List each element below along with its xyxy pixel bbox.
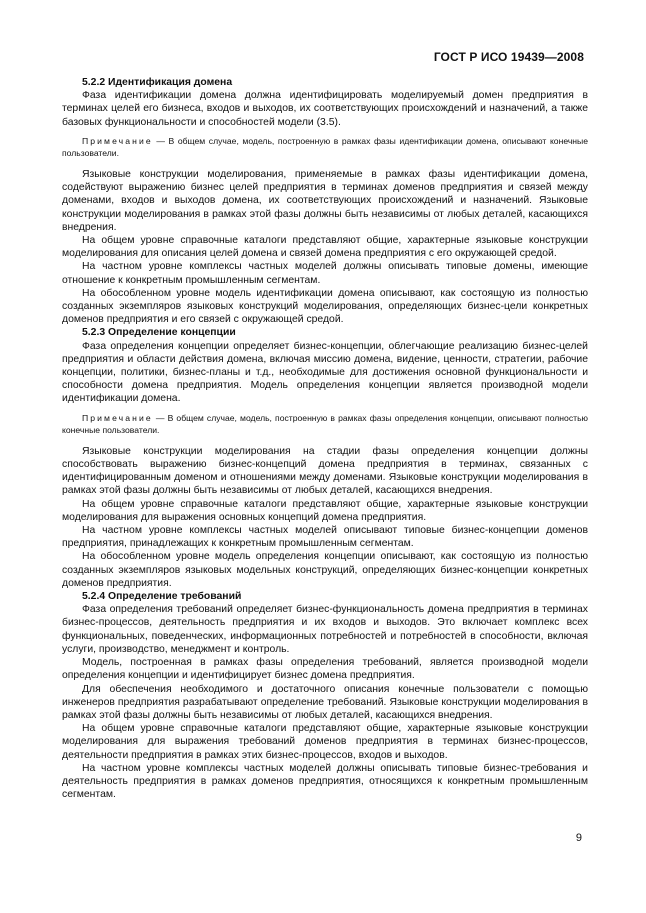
paragraph: Языковые конструкции моделирования, применяемые в рамках фазы идентификации домена, содействуют выражению бизнес целей предприятия в терминах доменов предприятия и связей между доменами, входов и выходов домена, их соответствующих происхождений и назначений. Языковые конструкции моделирования в рамках этой фазы должны быть независимы от любых деталей, касающихся внедрения. [62,169,588,233]
paragraph: На частном уровне комплексы частных моделей должны описывать типовые бизнес-требования и деятельность предприятия в рамках доменов предприятия, относящихся к конкретным промышленным сегментам. [62,762,588,801]
paragraph: Языковые конструкции моделирования на стадии фазы определения концепции должны способствовать выражению бизнес-концепций домена предприятия в терминах, связанных с идентифицированным доменом и отношениями между доменами. Языковые конструкции моделирования в рамках этой фазы должны быть независимы от любых деталей, касающихся внедрения. [62,445,588,497]
paragraph: На частном уровне комплексы частных моделей описывают типовые бизнес-концепции доменов предприятия, принадлежащих к конкретным промышленным сегментам. [62,525,588,550]
paragraph: На общем уровне справочные каталоги представляют общие, характерные языковые конструкции моделирования для описания целей домена и связей домена предприятия с его окружающей средой. [62,235,588,260]
note-label: Примечание [82,135,153,146]
paragraph: На обособленном уровне модель определения концепции описывают, как состоящую из полностью созданных экземпляров языковых модельных конструкций, определяющих бизнес-концепции конкретных доменов предприятия. [62,551,588,589]
section-5-2-3-heading: 5.2.3 Определение концепции [82,327,236,339]
paragraph: На общем уровне справочные каталоги представляют общие, характерные языковые конструкции моделирования для выражения требований доменов предприятия в терминах бизнес-процессов, деятельности предприятия в рамках этих бизнес-процессов, входов и выходов. [62,723,588,761]
note [62,135,588,160]
note-label: Примечание [82,412,153,423]
note [62,412,588,437]
paragraph: На общем уровне справочные каталоги представляют общие, характерные языковые конструкции моделирования для выражения основных концепций домена предприятия. [62,498,588,523]
note-text: — В общем случае, модель, построенную в рамках фазы идентификации домена, описывают конечные пользователи. [62,135,588,159]
paragraph: На частном уровне комплексы частных моделей должны описывать типовые домены, имеющие отношение к конкретным промышленным сегментам. [62,261,588,286]
paragraph: На обособленном уровне модель идентификации домена описывают, как состоящую из полностью созданных экземпляров языковых конструкций моделирования, определяющих бизнес-цели конкретных доменов предприятия и его связей с окружающей средой. [62,287,588,326]
paragraph: Фаза определения требований определяет бизнес-функциональность домена предприятия в терминах бизнес-процессов, деятельность предприятия и их входов и выходов. Это включает комплекс всех функциональных, поведенческих, информационных потребностей и потребностей в способности, включая услуги, производство, менеджмент и контроль. [62,604,588,655]
standard-designation: ГОСТ Р ИСО 19439—2008 [433,50,584,64]
note-text: — В общем случае, модель, построенную в рамках фазы определения концепции, описывают полностью конечные пользователи. [62,412,588,436]
paragraph: Фаза определения концепции определяет бизнес-концепции, облегчающие реализацию бизнес-целей предприятия и области действия домена, включая миссию домена, видение, ценности, стратегии, рабочие концепции, политики, бизнес-планы и т.д., необходимые для достижения основной функциональности и способности домена предприятия. Модель определения концепции является производной модели идентификации домена. [62,340,588,405]
paragraph: Фаза идентификации домена должна идентифицировать моделируемый домен предприятия в терминах целей его бизнеса, входов и выходов, их соответствующих происхождений и назначений, а также базовых функциональности и способностей модели (3.5). [62,90,588,128]
paragraph: Модель, построенная в рамках фазы определения требований, является производной модели определения концепции и идентифицирует бизнес домена предприятия. [62,657,588,682]
paragraph: Для обеспечения необходимого и достаточного описания конечные пользователи с помощью инженеров предприятия разрабатывают определение требований. Языковые конструкции моделирования в рамках этой фазы должны быть независимы от любых деталей, касающихся внедрения. [62,683,588,721]
section-5-2-4-heading: 5.2.4 Определение требований [82,591,242,603]
document-body [62,76,588,801]
page-number: 9 [575,832,582,844]
section-5-2-2-heading: 5.2.2 Идентификация домена [82,77,233,88]
